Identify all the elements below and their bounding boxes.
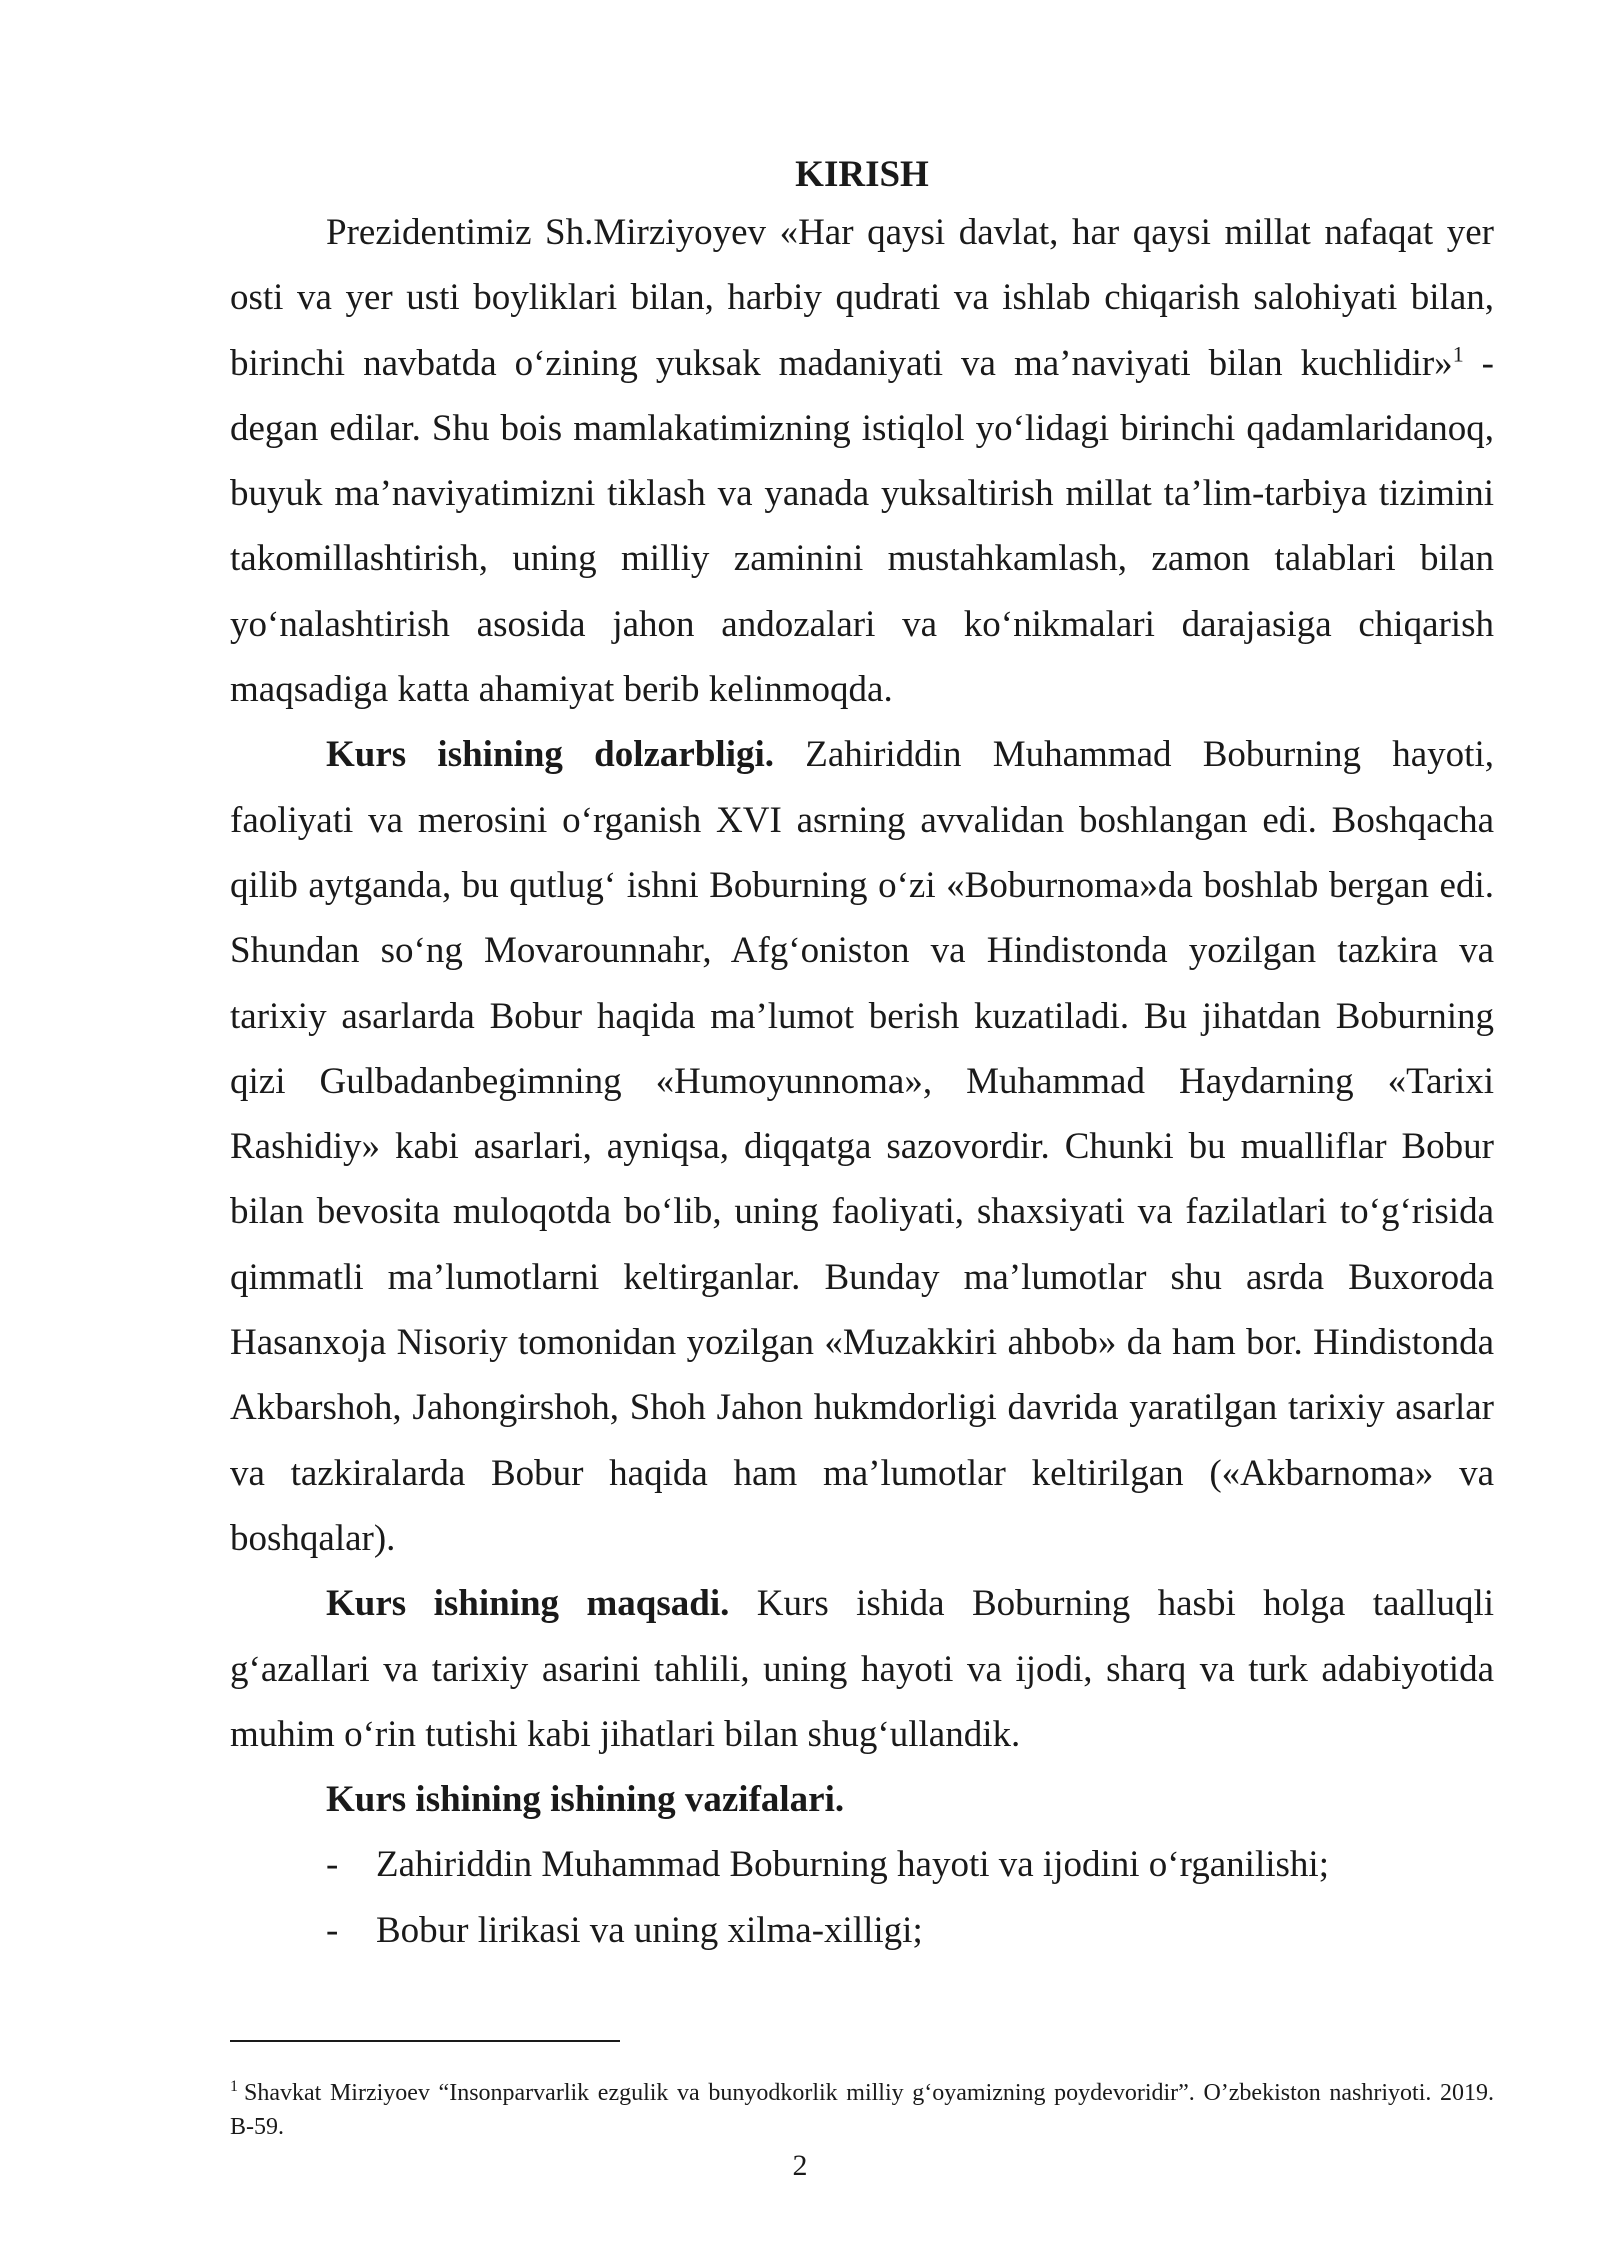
list-item — [230, 1832, 1494, 1897]
purpose-text: Kurs ishida Boburning hasbi holga taalluqli gʻazallari va tarixiy asarini tahlili, uning hayoti va ijodi, sharq va turk adabiyotida muhim oʻrin tutishi kabi jihatlari bilan shugʻullandik. — [230, 1583, 1494, 1755]
list-item-text: Zahiriddin Muhammad Boburning hayoti va ijodini oʻrganilishi; — [376, 1844, 1329, 1886]
list-item-text: Bobur lirikasi va uning xilma-xilligi; — [376, 1909, 923, 1951]
footnote-text: Shavkat Mirziyoev “Insonparvarlik ezgulik va bunyodkorlik milliy gʻoyamizning poydevoridir”. O’zbekiston nashriyoti. 2019. B-59. — [230, 2080, 1494, 2140]
page-title: KIRISH — [795, 154, 929, 195]
footnote-divider — [230, 2040, 620, 2042]
purpose-paragraph — [230, 1571, 1494, 1767]
relevance-text: Zahiriddin Muhammad Boburning hayoti, faoliyati va merosini oʻrganish XVI asrning avvalidan boshlangan edi. Boshqacha qilib aytganda, bu qutlugʻ ishni Boburning oʻzi «Boburnoma»da boshlab bergan edi. Shundan soʻng Movarounnahr, Afgʻoniston va Hindistonda yozilgan tazkira va tarixiy asarlarda Bobur haqida maʼlumot berish kuzatiladi. Bu jihatdan Boburning qizi Gulbadanbegimning «Humoyunnoma», Muhammad Haydarning «Tarixi Rashidiy» kabi asarlari, ayniqsa, diqqatga sazovordir. Chunki bu mualliflar Bobur bilan bevosita muloqotda boʻlib, uning faoliyati, shaxsiyati va fazilatlari toʻgʻrisida qimmatli maʼlumotlarni keltirganlar. Bunday maʼlumotlar shu asrda Buxoroda Hasanxoja Nisoriy tomonidan yozilgan «Muzakkiri ahbob» da ham bor. Hindistonda Akbarshoh, Jahongirshoh, Shoh Jahon hukmdorligi davrida yaratilgan tarixiy asarlar va tazkiralarda Bobur haqida ham maʼlumotlar keltirilgan («Akbarnoma» va boshqalar). — [230, 734, 1494, 1559]
relevance-paragraph — [230, 722, 1494, 1571]
footnote-reference: 1 — [1452, 341, 1464, 367]
list-bullet: - — [326, 1909, 339, 1951]
tasks-list — [230, 1832, 1494, 1963]
list-item — [230, 1898, 1494, 1963]
purpose-label: Kurs ishining maqsadi. — [326, 1583, 730, 1625]
document-page — [230, 150, 1494, 1963]
list-bullet: - — [326, 1844, 339, 1886]
intro-paragraph — [230, 200, 1494, 722]
relevance-label: Kurs ishining dolzarbligi. — [326, 734, 775, 776]
footnote — [230, 2076, 1494, 2144]
tasks-heading: Kurs ishining ishining vazifalari. — [326, 1779, 845, 1821]
intro-text-before: Prezidentimiz Sh.Mirziyoyev «Har qaysi davlat, har qaysi millat nafaqat yer osti va yer usti boyliklari bilan, harbiy qudrati va ishlab chiqarish salohiyati bilan, birinchi navbatda oʻzining yuksak madaniyati va maʼnaviyati bilan kuchlidir» — [230, 212, 1494, 384]
page-number: 2 — [792, 2149, 808, 2182]
intro-text-after: - degan edilar. Shu bois mamlakatimizning istiqlol yoʻlidagi birinchi qadamlaridanoq, buyuk maʼnaviyatimizni tiklash va yanada yuksaltirish millat taʼlim-tarbiya tizimini takomillashtirish, uning milliy zaminini mustahkamlash, zamon talablari bilan yoʻnalashtirish asosida jahon andozalari va koʻnikmalari darajasiga chiqarish maqsadiga katta ahamiyat berib kelinmoqda. — [230, 342, 1494, 711]
footnote-number: 1 — [230, 2078, 238, 2095]
